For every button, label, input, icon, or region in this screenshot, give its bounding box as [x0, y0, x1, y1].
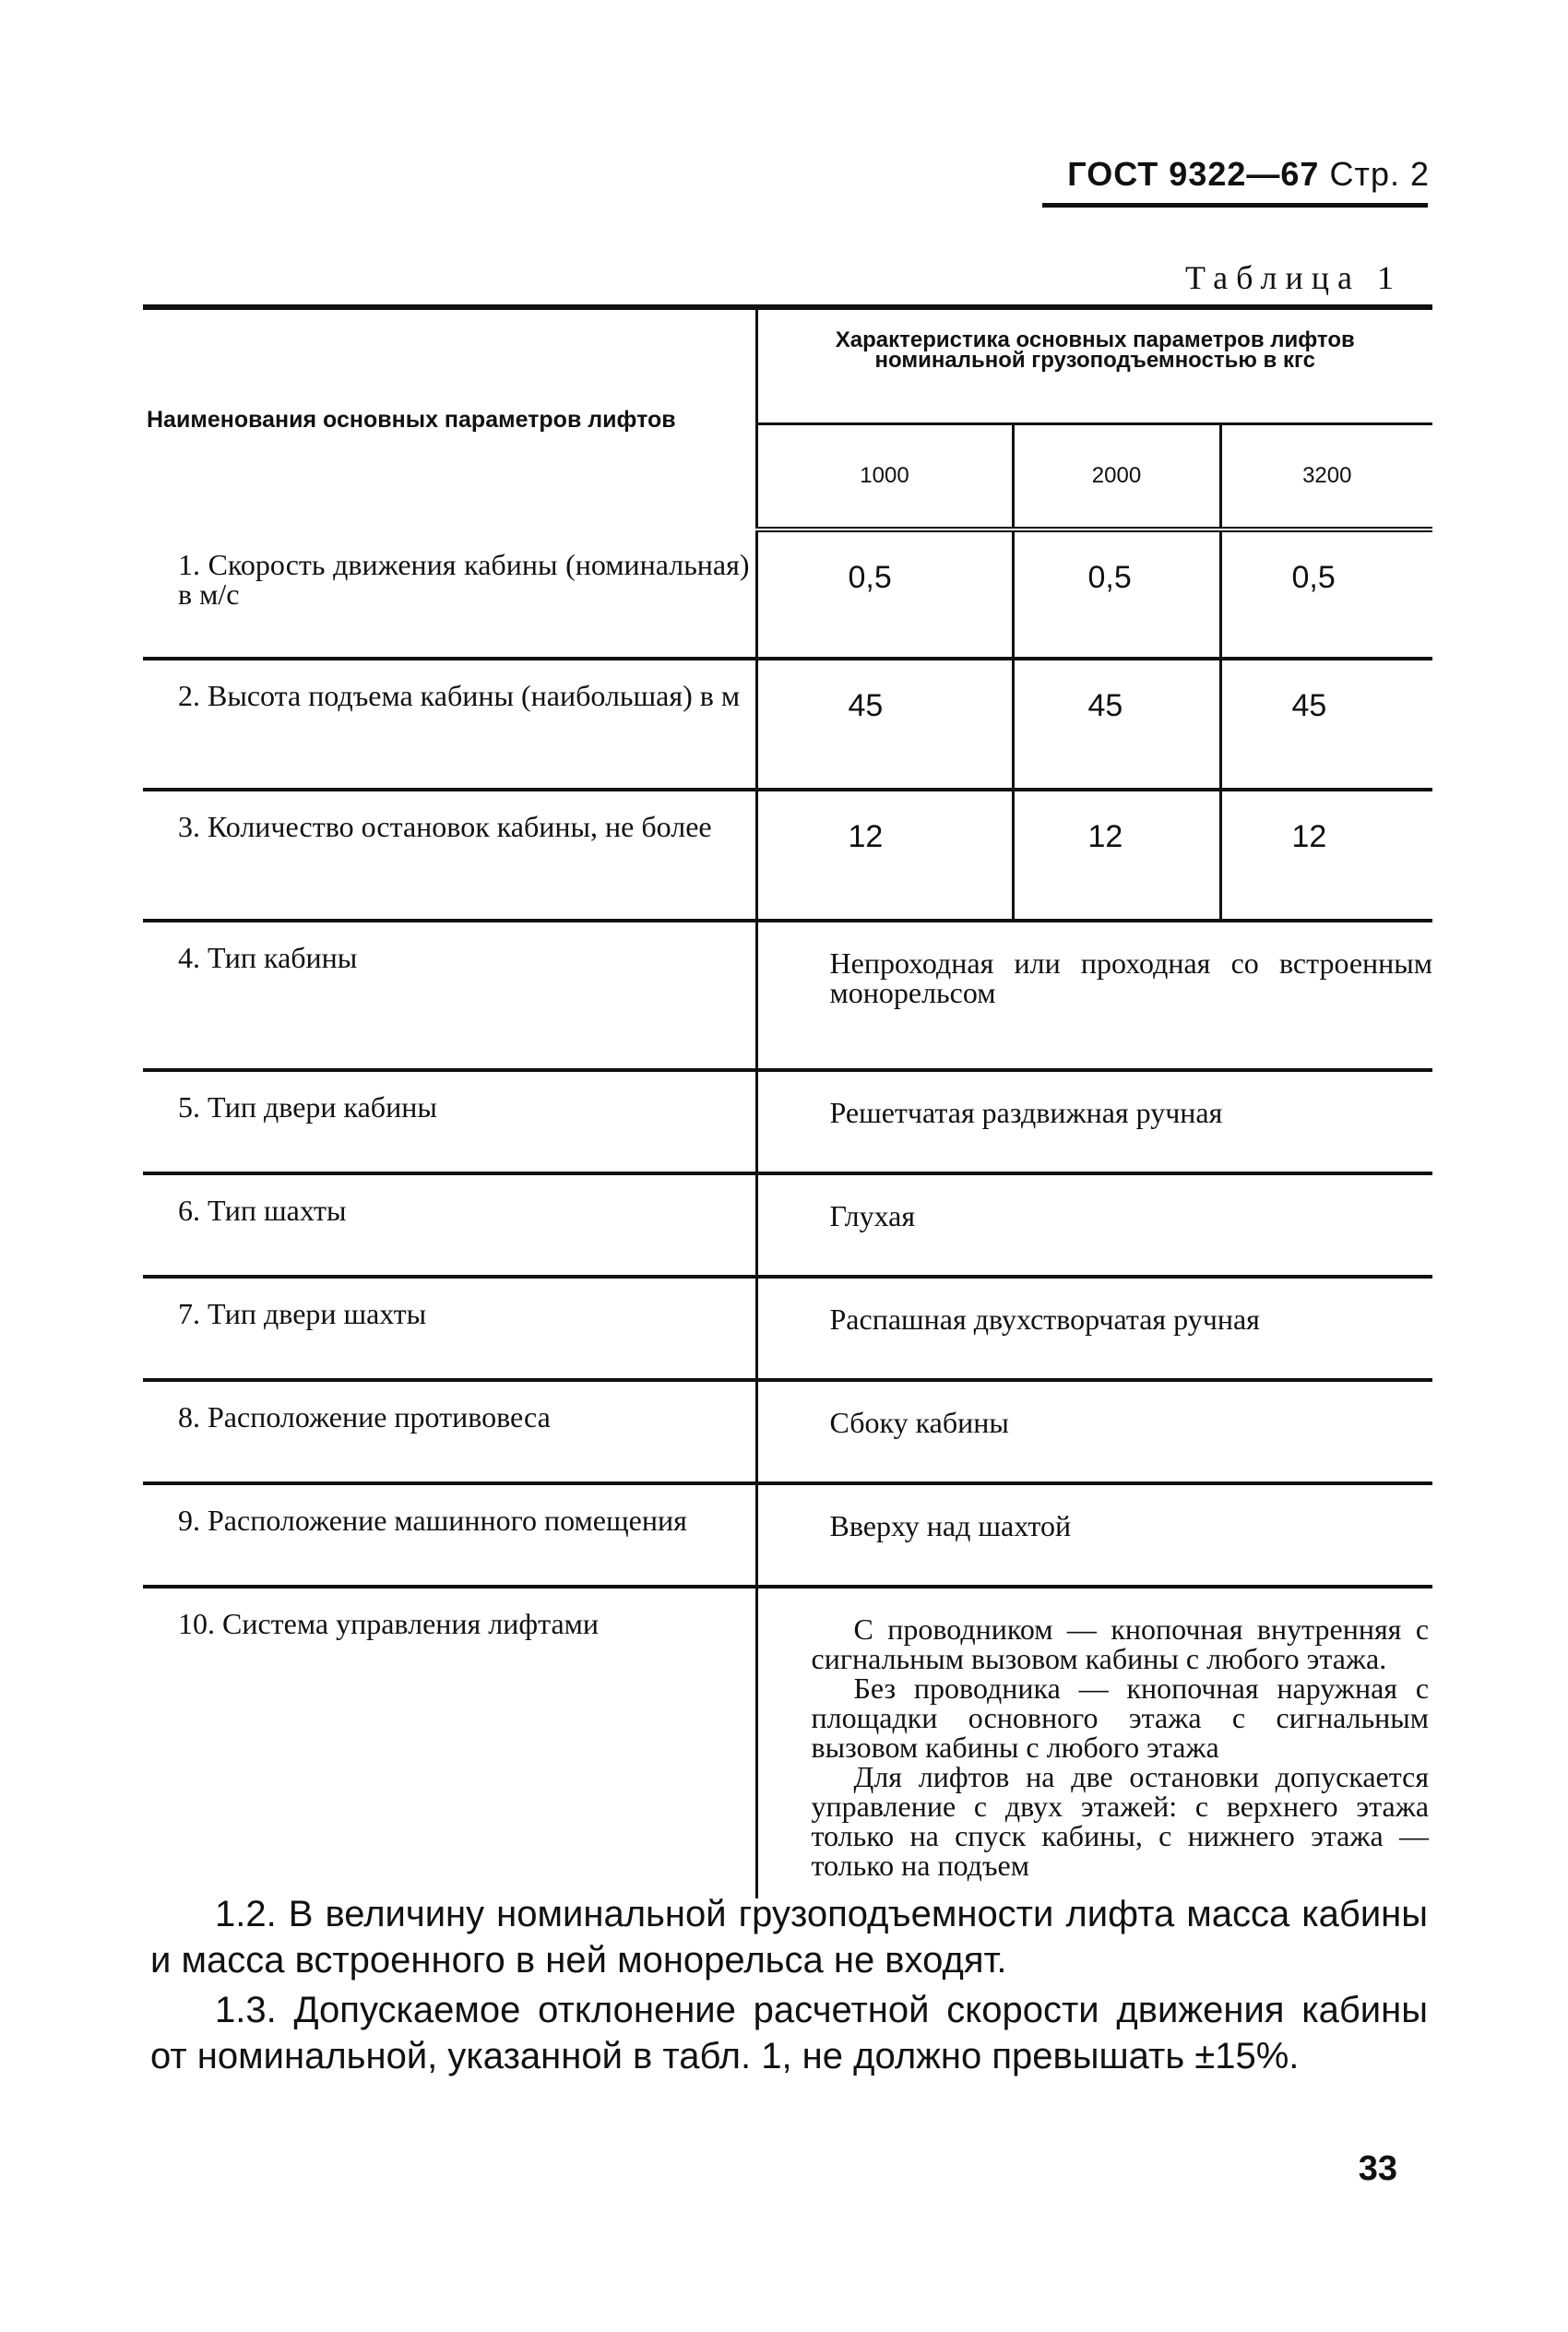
page-reference: Стр. 2 [1329, 155, 1430, 193]
capacity-header: 1000 [756, 424, 1013, 530]
parameter-name: 10. Система управления лифтами [143, 1587, 756, 1898]
parameter-value: Глухая [756, 1173, 1432, 1277]
table-row [143, 921, 1432, 1070]
capacity-header: 2000 [1013, 424, 1220, 530]
table-title: Таблица 1 [1185, 259, 1402, 296]
parameter-name: 8. Расположение противовеса [143, 1380, 756, 1483]
control-paragraph: Для лифтов на две остановки допускается управление с двух этажей: с верхнего этажа только на спуск кабины, с нижнего этажа — только на подъем [811, 1760, 1430, 1882]
table-row [143, 1587, 1432, 1898]
parameter-name: 4. Тип кабины [143, 921, 756, 1070]
paragraph-1-2 [150, 1891, 1428, 1983]
parameter-value: Сбоку кабины [756, 1380, 1432, 1483]
table-row [143, 1277, 1432, 1380]
standard-number: ГОСТ 9322—67 [1067, 155, 1320, 193]
page-header [1067, 155, 1430, 194]
control-system-description [756, 1587, 1432, 1898]
page-number: 33 [1358, 2149, 1397, 2188]
parameter-value: Вверху над шахтой [756, 1483, 1432, 1587]
table-row [143, 790, 1432, 921]
parameter-value: Решетчатая раздвижная ручная [756, 1070, 1432, 1173]
parameter-value: 45 [1220, 659, 1432, 790]
paragraph-text: 1.2. В величину номинальной грузоподъемности лифта масса кабины и масса встроенного в ней монорельса не входят. [150, 1894, 1428, 1981]
parameter-name: 1. Скорость движения кабины (номинальная) в м/с [143, 529, 756, 659]
parameter-value: 45 [1013, 659, 1220, 790]
parameter-name: 6. Тип шахты [143, 1173, 756, 1277]
column-header-name: Наименования основных параметров лифтов [143, 307, 756, 529]
control-paragraph: Без проводника — кнопочная наружная с площадки основного этажа с сигнальным вызовом кабины с любого этажа [811, 1672, 1430, 1764]
parameter-name: 9. Расположение машинного помещения [143, 1483, 756, 1587]
parameter-value: 0,5 [1220, 529, 1432, 659]
parameter-value: 12 [1013, 790, 1220, 921]
paragraph-1-3 [150, 1987, 1428, 2079]
control-paragraph: С проводником — кнопочная внутренняя с сигнальным вызовом кабины с любого этажа. [811, 1612, 1430, 1675]
parameter-value: 12 [756, 790, 1013, 921]
parameter-value: 45 [756, 659, 1013, 790]
table-row [143, 1173, 1432, 1277]
table-row [143, 1070, 1432, 1173]
paragraph-text: 1.3. Допускаемое отклонение расчетной скорости движения кабины от номинальной, указанной в табл. 1, не должно превышать ±15%. [150, 1990, 1428, 2076]
parameter-value: 12 [1220, 790, 1432, 921]
table-row [143, 1483, 1432, 1587]
parameter-value: Распашная двухстворчатая ручная [756, 1277, 1432, 1380]
parameter-name: 2. Высота подъема кабины (наибольшая) в м [143, 659, 756, 790]
table-row [143, 1380, 1432, 1483]
header-rule [1042, 203, 1428, 208]
parameters-table [143, 304, 1432, 1898]
parameter-value: 0,5 [756, 529, 1013, 659]
table-row [143, 529, 1432, 659]
parameter-value: 0,5 [1013, 529, 1220, 659]
parameter-name: 7. Тип двери шахты [143, 1277, 756, 1380]
table-row [143, 659, 1432, 790]
capacity-header: 3200 [1220, 424, 1432, 530]
parameter-name: 5. Тип двери кабины [143, 1070, 756, 1173]
parameter-name: 3. Количество остановок кабины, не более [143, 790, 756, 921]
parameter-value: Непроходная или проходная со встроенным монорельсом [756, 921, 1432, 1070]
column-header-group: Характеристика основных параметров лифтов номинальной грузоподъемностью в кгс [756, 307, 1432, 424]
